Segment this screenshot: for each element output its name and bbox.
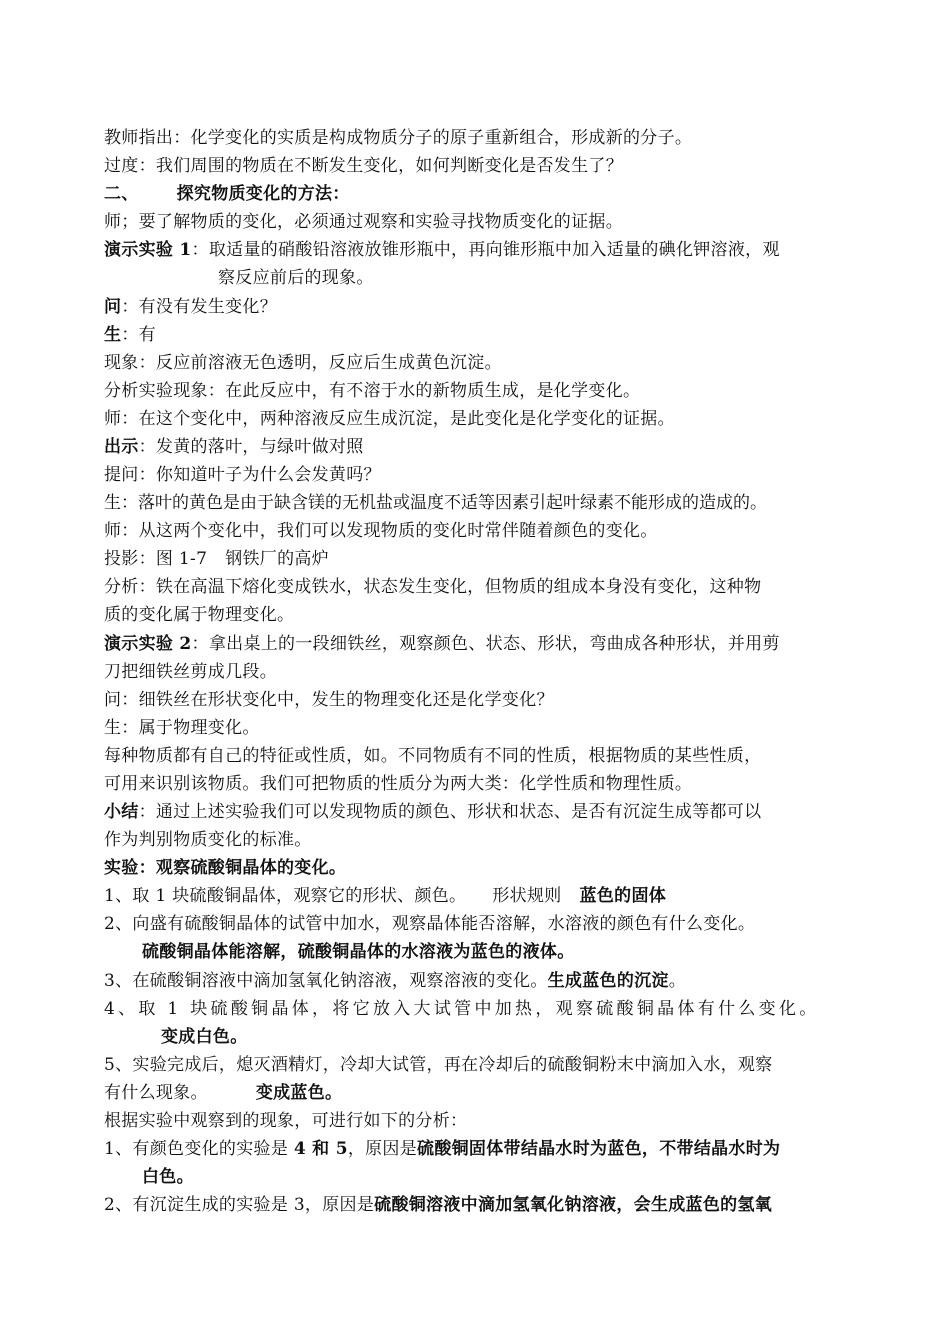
paragraph-line: 刀把细铁丝剪成几段。 [104, 662, 277, 682]
paragraph-line: 分析实验现象：在此反应中，有不溶于水的新物质生成，是化学变化。 [104, 381, 641, 401]
section-heading [104, 182, 849, 206]
paragraph-line: 演示实验 1：取适量的硝酸铅溶液放锥形瓶中，再向锥形瓶中加入适量的碘化钾溶液，观 [104, 240, 780, 260]
paragraph-line: 现象：反应前溶液无色透明，反应后生成黄色沉淀。 [104, 353, 502, 373]
list-item: 3、在硫酸铜溶液中滴加氢氧化钠溶液，观察溶液的变化。生成蓝色的沉淀。 [104, 971, 687, 991]
paragraph-line: 演示实验 2：拿出桌上的一段细铁丝，观察颜色、状态、形状，弯曲成各种形状，并用剪 [104, 634, 780, 654]
paragraph-line: 作为判别物质变化的标准。 [104, 830, 312, 850]
paragraph-line: 每种物质都有自己的特征或性质，如。不同物质有不同的性质，根据物质的某些性质， [104, 746, 762, 766]
experiment-heading: 实验：观察硫酸铜晶体的变化。 [104, 858, 347, 878]
answer-bold: 变成白色。 [161, 1027, 248, 1047]
paragraph-line: 分析：铁在高温下熔化变成铁水，状态发生变化，但物质的组成本身没有变化，这种物 [104, 577, 762, 597]
answer-bold: 白色。 [142, 1167, 194, 1187]
list-item: 2、有沉淀生成的实验是 3，原因是硫酸铜溶液中滴加氢氧化钠溶液，会生成蓝色的氢氧 [104, 1195, 773, 1215]
paragraph-line: 师；要了解物质的变化，必须通过观察和实验寻找物质变化的证据。 [104, 212, 623, 232]
label-bold: 小结 [104, 802, 139, 822]
list-item: 有什么现象。 变成蓝色。 [104, 1083, 343, 1103]
label-bold: 生 [104, 325, 122, 345]
paragraph-line: 提问：你知道叶子为什么会发黄吗？ [104, 465, 381, 485]
paragraph-line: 教师指出：化学变化的实质是构成物质分子的原子重新组合，形成新的分子。 [104, 128, 693, 148]
paragraph-line: 问：细铁丝在形状变化中，发生的物理变化还是化学变化？ [104, 690, 554, 710]
paragraph-line: 察反应前后的现象。 [218, 268, 374, 288]
section-title: 探究物质变化的方法： [176, 184, 350, 204]
paragraph-line: 出示：发黄的落叶，与绿叶做对照 [104, 437, 364, 457]
paragraph-line: 投影：图 1-7 钢铁厂的高炉 [104, 549, 329, 569]
answer-bold: 硫酸铜晶体能溶解，硫酸铜晶体的水溶液为蓝色的液体。 [142, 942, 575, 962]
paragraph-line: 过度：我们周围的物质在不断发生变化，如何判断变化是否发生了？ [104, 156, 623, 176]
paragraph-line: 生：落叶的黄色是由于缺含镁的无机盐或温度不适等因素引起叶绿素不能形成的造成的。 [104, 493, 767, 513]
paragraph-line: 质的变化属于物理变化。 [104, 605, 295, 625]
paragraph-line: 可用来识别该物质。我们可把物质的性质分为两大类：化学性质和物理性质。 [104, 774, 693, 794]
list-item: 1、取 1 块硫酸铜晶体，观察它的形状、颜色。 形状规则 蓝色的固体 [104, 886, 667, 906]
paragraph-line: 师：在这个变化中，两种溶液反应生成沉淀，是此变化是化学变化的证据。 [104, 409, 675, 429]
paragraph-line: 生：有 [104, 325, 156, 345]
list-item: 5、实验完成后，熄灭酒精灯，冷却大试管，再在冷却后的硫酸铜粉末中滴加入水，观察 [104, 1055, 773, 1075]
answer-bold: 变成蓝色。 [255, 1083, 343, 1103]
answer-bold: 硫酸铜溶液中滴加氢氧化钠溶液，会生成蓝色的氢氧 [374, 1195, 773, 1215]
answer-bold: 硫酸铜固体带结晶水时为蓝色，不带结晶水时为 [417, 1139, 781, 1159]
label-bold: 问 [104, 297, 122, 317]
paragraph-line: 师：从这两个变化中，我们可以发现物质的变化时常伴随着颜色的变化。 [104, 521, 658, 541]
list-item: 2、向盛有硫酸铜晶体的试管中加水，观察晶体能否溶解，水溶液的颜色有什么变化。 [104, 914, 756, 934]
label-bold: 演示实验 2 [104, 634, 192, 654]
label-bold: 出示 [104, 437, 139, 457]
section-number: 二、 [104, 184, 139, 204]
list-item: 1、有颜色变化的实验是 4 和 5，原因是硫酸铜固体带结晶水时为蓝色，不带结晶水时为 [104, 1139, 781, 1159]
label-bold: 演示实验 1 [104, 240, 192, 260]
paragraph-line: 根据实验中观察到的现象，可进行如下的分析： [104, 1111, 468, 1131]
paragraph-line: 小结：通过上述实验我们可以发现物质的颜色、形状和状态、是否有沉淀生成等都可以 [104, 802, 762, 822]
answer-bold: 生成蓝色的沉淀 [547, 971, 669, 991]
answer-bold: 蓝色的固体 [579, 886, 667, 906]
paragraph-line: 问：有没有发生变化？ [104, 297, 278, 317]
paragraph-line: 生：属于物理变化。 [104, 718, 260, 738]
list-item: 4、取 1 块硫酸铜晶体，将它放入大试管中加热，观察硫酸铜晶体有什么变化。 [104, 999, 820, 1019]
